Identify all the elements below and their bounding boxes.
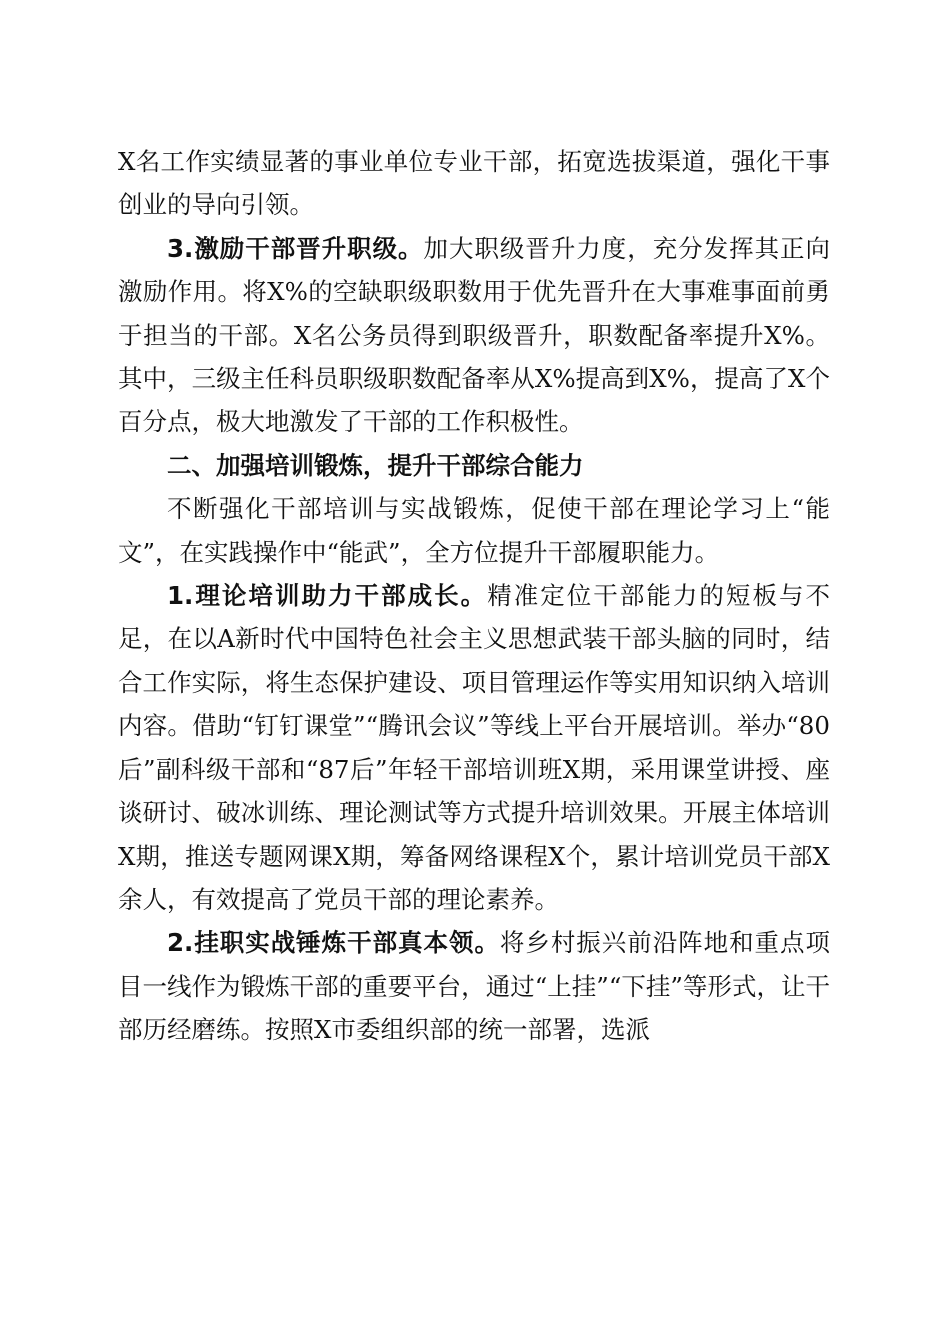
section-heading: 二、加强培训锻炼，提升干部综合能力 bbox=[167, 450, 584, 480]
paragraph-text: 加大职级晋升力度，充分发挥其正向激励作用。将X%的空缺职级职数用于优先晋升在大事难事面前勇于担当的干部。X名公务员得到职级晋升，职数配备率提升X%。其中，三级主任科员职级职数配备率从X%提高到X%，提高了X个百分点，极大地激发了干部的工作积极性。 bbox=[118, 233, 831, 437]
paragraph-lead: 2.挂职实战锤炼干部真本领。 bbox=[167, 928, 500, 958]
paragraph-lead: 3.激励干部晋升职级。 bbox=[167, 233, 424, 263]
paragraph-text: 精准定位干部能力的短板与不足，在以A新时代中国特色社会主义思想武装干部头脑的同时，结合工作实际，将生态保护建设、项目管理运作等实用知识纳入培训内容。借助“钉钉课堂”“腾讯会议”等线上平台开展培训。举办“80后”副科级干部和“87后”年轻干部培训班X期，采用课堂讲授、座谈研讨、破冰训练、理论测试等方式提升培训效果。开展主体培训X期，推送专题网课X期，筹备网络课程X个，累计培训党员干部X余人，有效提高了党员干部的理论素养。 bbox=[118, 581, 831, 914]
paragraph-text: 不断强化干部培训与实战锻炼，促使干部在理论学习上“能文”，在实践操作中“能武”，全方位提升干部履职能力。 bbox=[118, 494, 830, 567]
paragraph-lead: 1.理论培训助力干部成长。 bbox=[167, 581, 488, 611]
paragraph-continuation bbox=[118, 140, 830, 227]
paragraph-text: X名工作实绩显著的事业单位专业干部，拓宽选拔渠道，强化干事创业的导向引领。 bbox=[118, 147, 830, 220]
paragraph-text: 将乡村振兴前沿阵地和重点项目一线作为锻炼干部的重要平台，通过“上挂”“下挂”等形式，让干部历经磨练。按照X市委组织部的统一部署，选派 bbox=[118, 928, 830, 1045]
document-page bbox=[118, 140, 830, 1052]
paragraph-theory-training bbox=[118, 574, 830, 921]
paragraph-section-intro bbox=[118, 487, 830, 574]
paragraph-promote-rank bbox=[118, 227, 830, 444]
paragraph-practical-training bbox=[118, 921, 830, 1051]
